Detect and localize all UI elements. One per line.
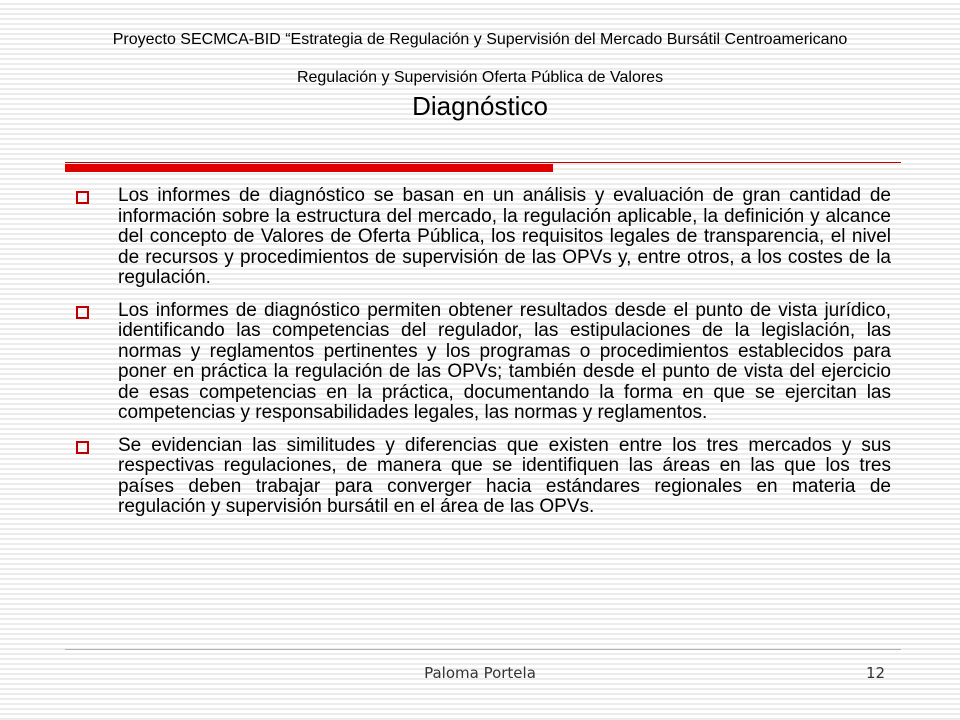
project-line: Proyecto SECMCA-BID “Estrategia de Regulación y Supervisión del Mercado Bursátil Centroamericano	[112, 31, 848, 48]
bullet-text: Los informes de diagnóstico se basan en un análisis y evaluación de gran cantidad de información sobre la estructura del mercado, la regulación aplicable, la definición y alcance del concepto de Valores de Oferta Pública, los requisitos legales de transparencia, el nivel de recursos y procedimientos de supervisión de las OPVs y, entre otros, a los costes de la regulación.	[118, 185, 891, 288]
footer-author: Paloma Portela	[424, 664, 536, 682]
square-bullet-icon	[76, 306, 89, 319]
bullet-item	[76, 436, 891, 518]
title-divider-line	[65, 162, 901, 163]
page-number: 12	[866, 664, 886, 682]
bullet-item	[76, 186, 891, 289]
title-accent-bar	[65, 164, 553, 172]
slide-subtitle: Regulación y Supervisión Oferta Pública de Valores	[296, 69, 664, 86]
slide-title: Diagnóstico	[412, 91, 548, 121]
bullet-list	[76, 186, 891, 530]
bullet-item	[76, 301, 891, 424]
square-bullet-icon	[76, 441, 89, 454]
bullet-text: Se evidencian las similitudes y diferencias que existen entre los tres mercados y sus respectivas regulaciones, de manera que se identifiquen las áreas en las que los tres países deben trabajar para converger hacia estándares regionales en materia de regulación y supervisión bursátil en el área de las OPVs.	[118, 434, 891, 517]
bullet-text: Los informes de diagnóstico permiten obtener resultados desde el punto de vista jurídico, identificando las competencias del regulador, las estipulaciones de la legislación, las normas y reglamentos pertinentes y los programas o procedimientos establecidos para poner en práctica la regulación de las OPVs; también desde el punto de vista del ejercicio de esas competencias en la práctica, documentando la forma en que se ejercitan las competencias y responsabilidades legales, las normas y reglamentos.	[118, 299, 891, 423]
footer-divider-line	[65, 649, 901, 650]
slide-header	[60, 30, 900, 122]
square-bullet-icon	[76, 191, 89, 204]
